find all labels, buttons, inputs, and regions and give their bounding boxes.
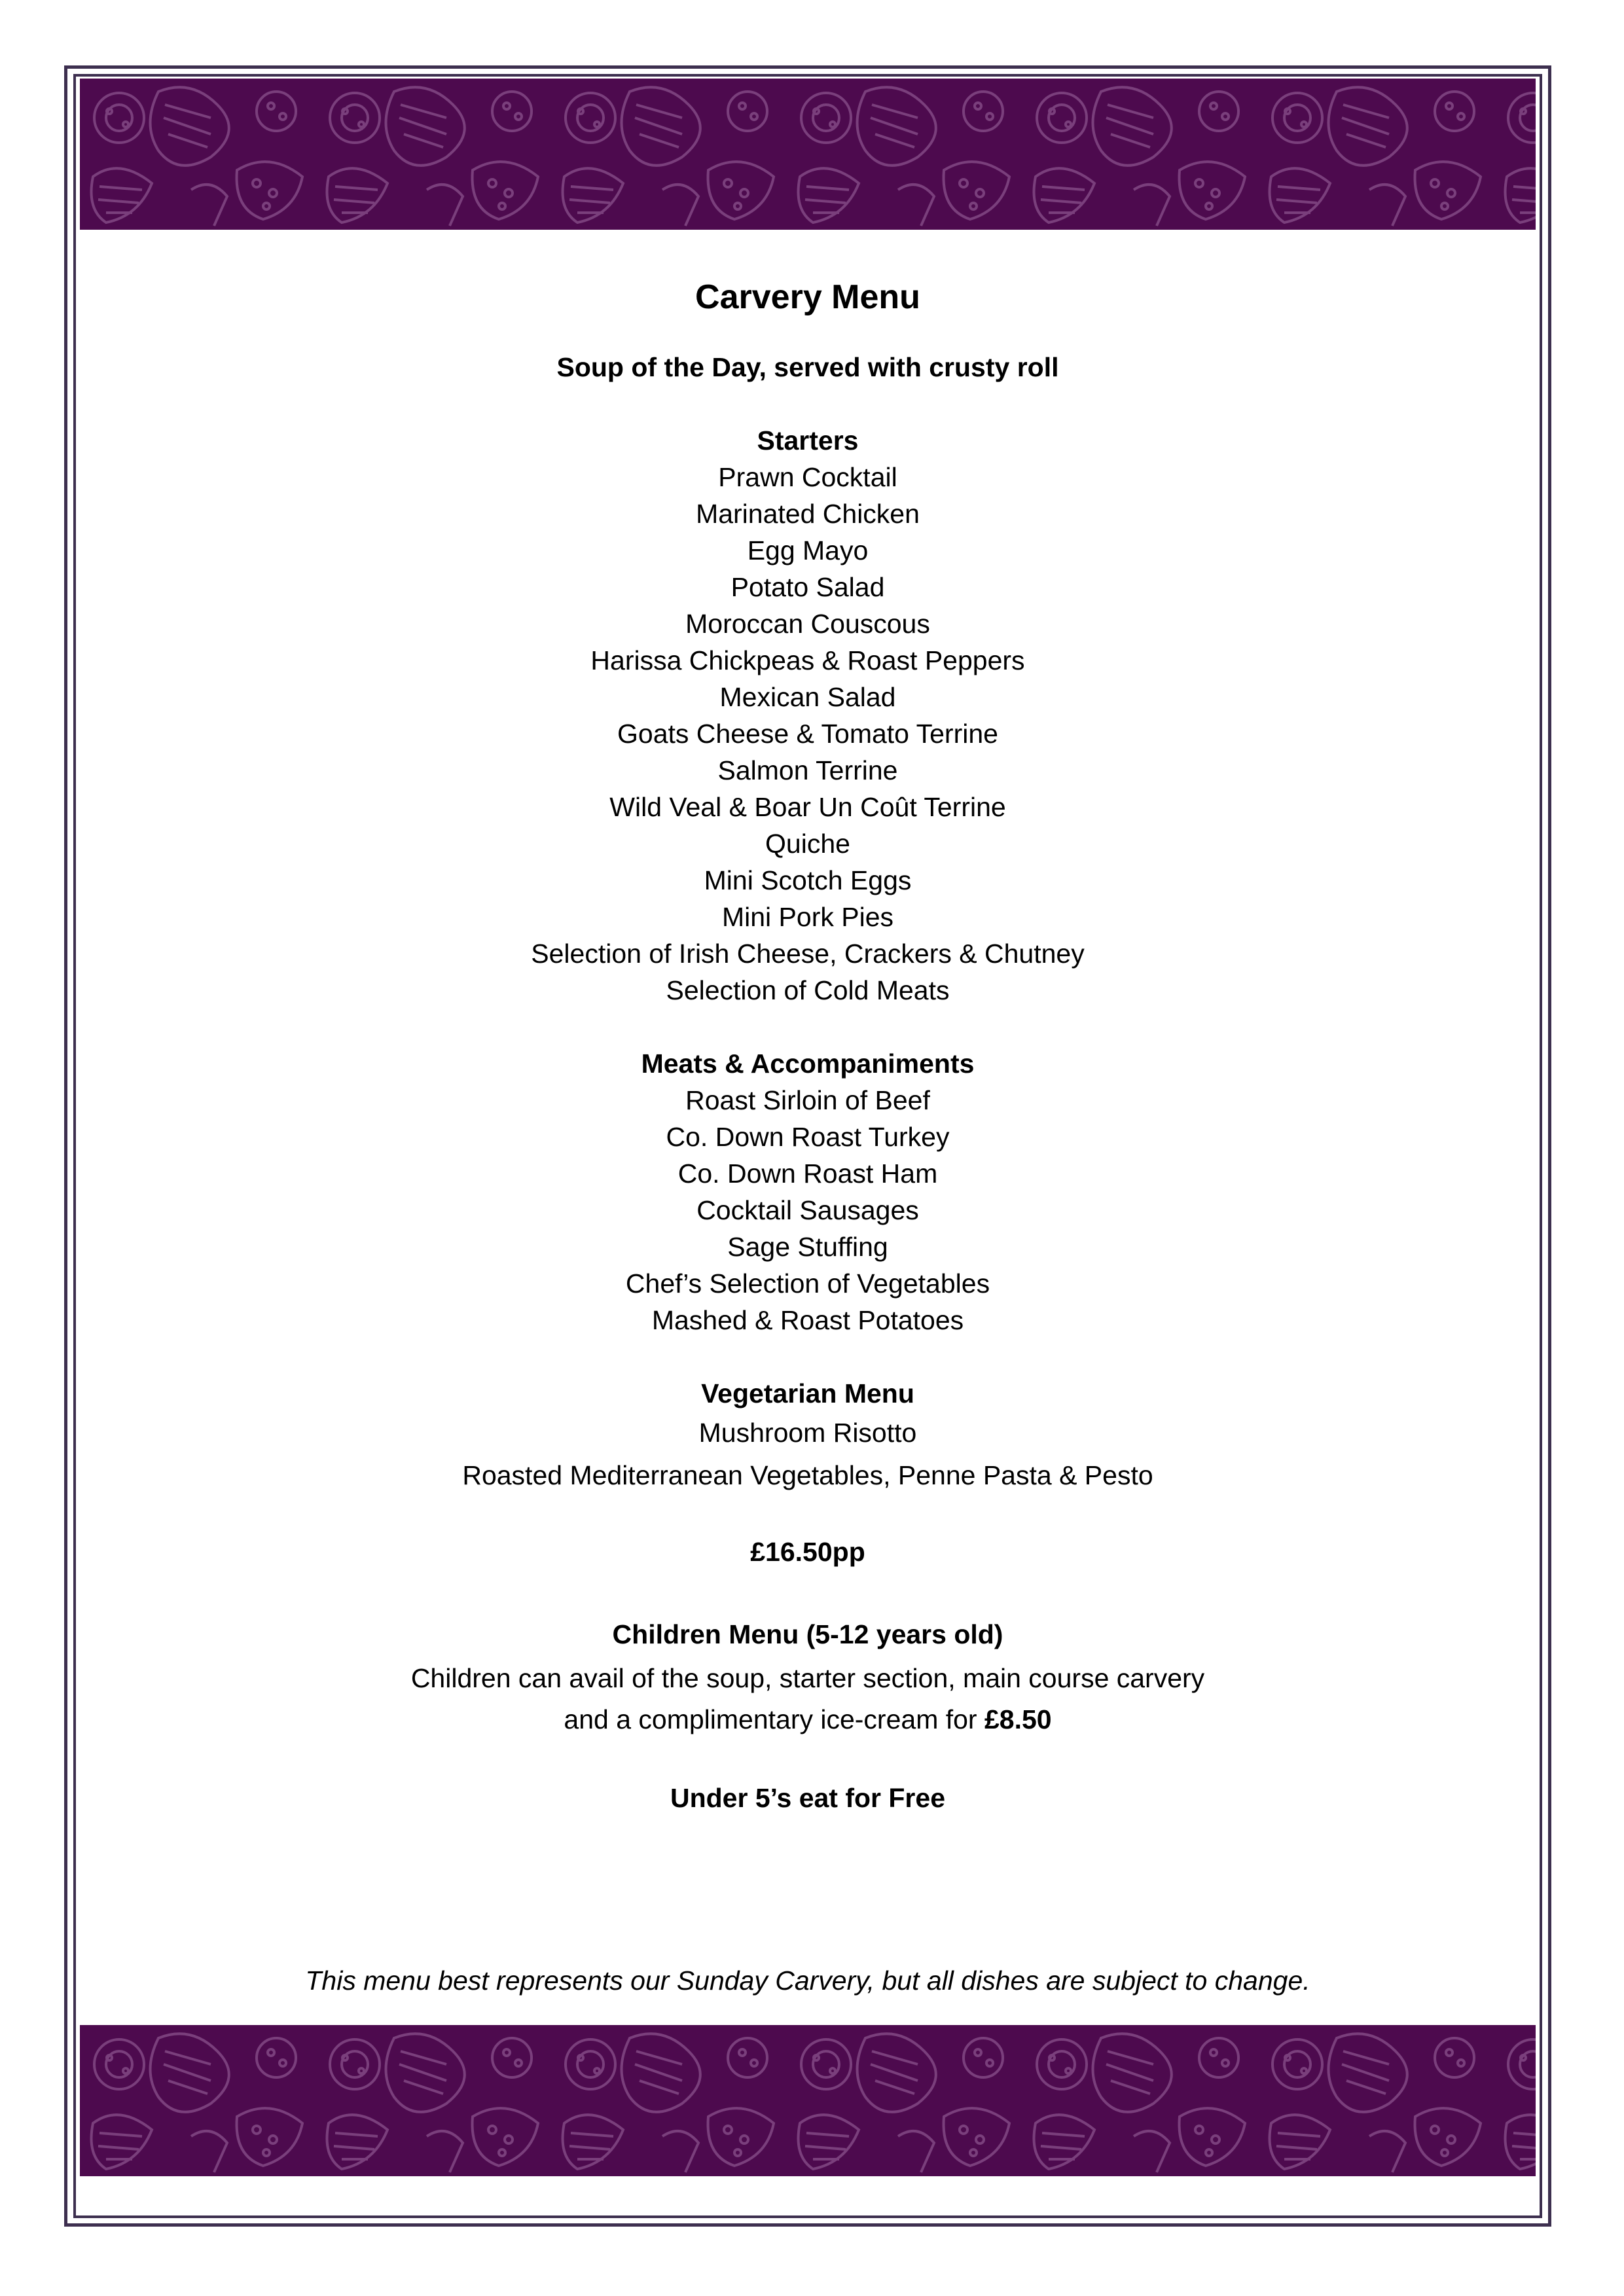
menu-item: Goats Cheese & Tomato Terrine bbox=[617, 719, 998, 749]
menu-item: Selection of Irish Cheese, Crackers & Chutney bbox=[531, 939, 1085, 969]
menu-item: Moroccan Couscous bbox=[685, 609, 930, 639]
menu-item: Chef’s Selection of Vegetables bbox=[625, 1268, 990, 1299]
vegetarian-heading: Vegetarian Menu bbox=[701, 1378, 914, 1408]
starters-section bbox=[85, 422, 1530, 1009]
menu-item: Egg Mayo bbox=[747, 535, 869, 565]
vegetarian-section bbox=[85, 1375, 1530, 1497]
menu-item: Cocktail Sausages bbox=[696, 1195, 919, 1225]
menu-item: Harissa Chickpeas & Roast Peppers bbox=[590, 645, 1025, 675]
children-price: £8.50 bbox=[984, 1704, 1052, 1734]
menu-item: Quiche bbox=[765, 829, 850, 859]
menu-item: Mini Pork Pies bbox=[721, 902, 893, 932]
children-heading: Children Menu (5-12 years old) bbox=[612, 1619, 1003, 1649]
menu-item: Salmon Terrine bbox=[717, 755, 898, 785]
decorative-footer-band bbox=[80, 2025, 1536, 2176]
menu-item: Sage Stuffing bbox=[727, 1232, 888, 1262]
menu-item: Marinated Chicken bbox=[696, 499, 920, 529]
disclaimer: This menu best represents our Sunday Carvery, but all dishes are subject to change. bbox=[305, 1965, 1310, 1996]
menu-item: Roast Sirloin of Beef bbox=[685, 1085, 930, 1115]
menu-item: Mashed & Roast Potatoes bbox=[651, 1305, 964, 1335]
menu-content bbox=[85, 275, 1530, 1816]
meats-section bbox=[85, 1045, 1530, 1338]
menu-item: Roasted Mediterranean Vegetables, Penne Pasta & Pesto bbox=[462, 1460, 1153, 1490]
menu-item: Wild Veal & Boar Un Coût Terrine bbox=[609, 792, 1006, 822]
menu-title: Carvery Menu bbox=[695, 278, 920, 316]
meats-heading: Meats & Accompaniments bbox=[641, 1049, 975, 1079]
children-line-1: Children can avail of the soup, starter section, main course carvery bbox=[410, 1663, 1205, 1693]
menu-item: Prawn Cocktail bbox=[718, 462, 897, 492]
menu-item: Mini Scotch Eggs bbox=[704, 865, 912, 895]
menu-item: Mexican Salad bbox=[719, 682, 896, 712]
decorative-header-band bbox=[80, 79, 1536, 230]
under-5-note: Under 5’s eat for Free bbox=[670, 1783, 945, 1813]
menu-item: Co. Down Roast Ham bbox=[677, 1158, 938, 1189]
food-pattern-bottom bbox=[80, 2025, 1536, 2176]
menu-item: Potato Salad bbox=[731, 572, 885, 602]
adult-price: £16.50pp bbox=[750, 1537, 865, 1567]
children-description bbox=[85, 1658, 1530, 1740]
food-pattern-top bbox=[80, 79, 1536, 230]
menu-item: Selection of Cold Meats bbox=[666, 975, 950, 1005]
starters-heading: Starters bbox=[757, 425, 859, 456]
children-line-2-text: and a complimentary ice-cream for bbox=[564, 1704, 984, 1734]
menu-item: Co. Down Roast Turkey bbox=[666, 1122, 950, 1152]
soup-line: Soup of the Day, served with crusty roll bbox=[556, 352, 1059, 382]
children-line-2 bbox=[85, 1699, 1530, 1740]
menu-item: Mushroom Risotto bbox=[698, 1418, 917, 1448]
